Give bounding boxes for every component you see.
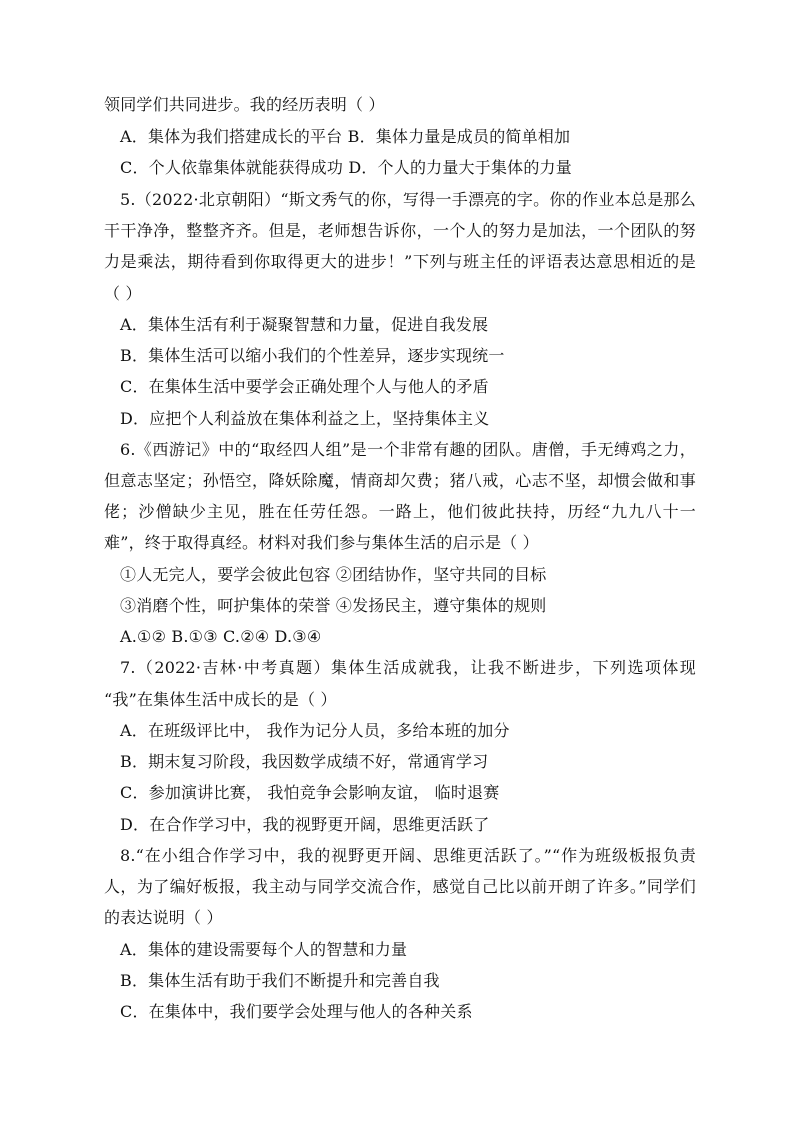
question-7-line: 7.（2022·吉林·中考真题）集体生活成就我，让我不断进步，下列选项体现	[120, 658, 696, 677]
option-line: D．在合作学习中，我的视野更开阔，思维更活跃了	[120, 815, 490, 834]
answer-blank: （ ）	[104, 284, 142, 303]
statement-line: ③消磨个性，呵护集体的荣誉 ④发扬民主，遵守集体的规则	[120, 596, 547, 615]
option-line: A．在班级评比中， 我作为记分人员，多给本班的加分	[120, 721, 510, 740]
option-line: C．参加演讲比赛， 我怕竞争会影响友谊， 临时退赛	[120, 783, 500, 802]
option-line: B．集体生活可以缩小我们的个性差异，逐步实现统一	[120, 346, 505, 365]
question-5-line: 5.（2022·北京朝阳）“斯文秀气的你，写得一手漂亮的字。你的作业本总是那么	[120, 190, 696, 209]
question-6-line: 6.《西游记》中的“取经四人组”是一个非常有趣的团队。唐僧，手无缚鸡之力，	[120, 440, 696, 459]
option-line: B．集体生活有助于我们不断提升和完善自我	[120, 971, 440, 990]
option-line: C．在集体生活中要学会正确处理个人与他人的矛盾	[120, 377, 489, 396]
question-5-line: 力是乘法，期待看到你取得更大的进步！”下列与班主任的评语表达意思相近的是	[104, 252, 696, 271]
option-line: A．集体为我们搭建成长的平台 B．集体力量是成员的简单相加	[120, 127, 571, 146]
question-6-line: 难”，终于取得真经。材料对我们参与集体生活的启示是（ ）	[104, 533, 539, 552]
option-line: A．集体的建设需要每个人的智慧和力量	[120, 940, 408, 959]
option-line: C．个人依靠集体就能获得成功 D．个人的力量大于集体的力量	[120, 158, 572, 177]
option-line: D．应把个人利益放在集体利益之上，坚持集体主义	[120, 409, 490, 428]
statement-line: ①人无完人，要学会彼此包容 ②团结协作，坚守共同的目标	[120, 565, 547, 584]
text-line: 领同学们共同进步。我的经历表明（ ）	[104, 95, 385, 114]
question-8-line: 人，为了编好板报，我主动与同学交流合作，感觉自己比以前开朗了许多。”同学们	[104, 877, 696, 896]
question-5-line: 干干净净，整整齐齐。但是，老师想告诉你，一个人的努力是加法，一个团队的努	[104, 221, 696, 240]
question-6-line: 佬；沙僧缺少主见，胜在任劳任怨。一路上，他们彼此扶持，历经“九九八十一	[104, 502, 696, 521]
option-line: B．期末复习阶段，我因数学成绩不好，常通宵学习	[120, 752, 489, 771]
option-line: A.①② B.①③ C.②④ D.③④	[120, 627, 322, 646]
option-line: A．集体生活有利于凝聚智慧和力量，促进自我发展	[120, 315, 489, 334]
question-6-line: 但意志坚定；孙悟空，降妖除魔，情商却欠费；猪八戒，心志不坚，却惯会做和事	[104, 471, 696, 490]
question-8-line: 8.“在小组合作学习中，我的视野更开阔、思维更活跃了。”“作为班级板报负责	[120, 846, 696, 865]
question-8-line: 的表达说明（ ）	[104, 908, 223, 927]
question-7-line: “我”在集体生活中成长的是（ ）	[104, 690, 337, 709]
option-line: C．在集体中，我们要学会处理与他人的各种关系	[120, 1002, 473, 1021]
